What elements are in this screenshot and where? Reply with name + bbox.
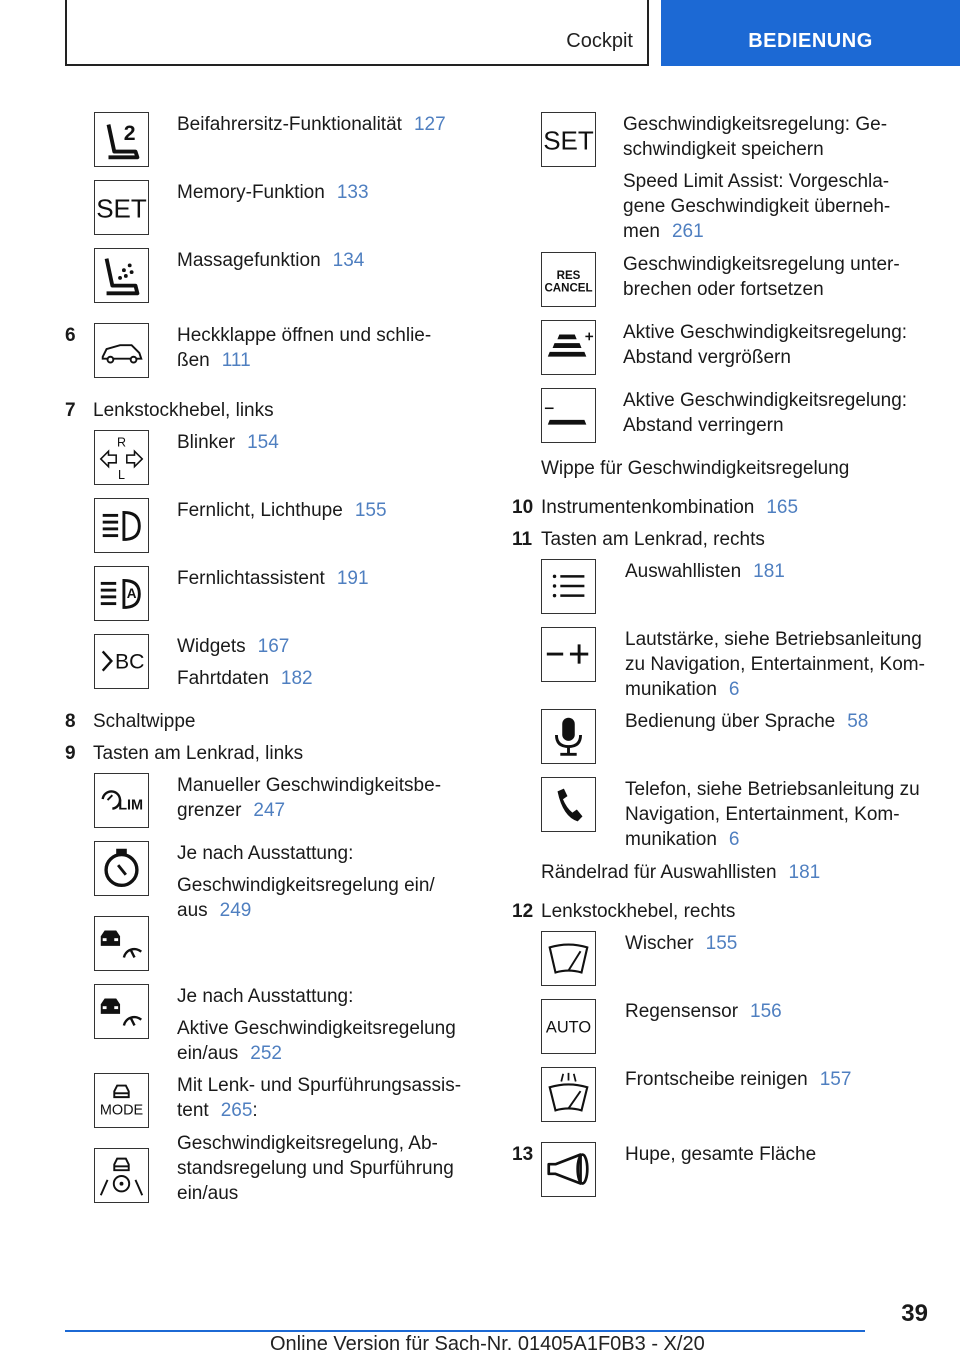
tailgate-line1: Heckklappe öffnen und schlie- [177, 325, 432, 346]
massage-icon [94, 248, 149, 303]
sla-line3: men 261 [623, 221, 704, 242]
res-line1: Geschwindigkeitsregelung unter- [623, 254, 900, 275]
buttons-right-heading: Tasten am Lenkrad, rechts [541, 529, 765, 550]
wiper-icon [541, 931, 596, 986]
item-number: 13 [512, 1144, 534, 1165]
distance-minus-icon [541, 388, 596, 443]
page-link[interactable]: 182 [280, 668, 313, 689]
acc-equipment-note: Je nach Ausstattung: [177, 986, 354, 1007]
page-link[interactable]: 165 [766, 497, 799, 518]
distance-minus-line2: Abstand verringern [623, 415, 784, 436]
high-beam-assist-entry: Fernlichtassistent 191 [177, 568, 369, 589]
page-number: 39 [901, 1300, 928, 1327]
cruise-equipment-note: Je nach Ausstattung: [177, 843, 354, 864]
svg-text:RES: RES [556, 270, 581, 283]
rain-sensor-icon [541, 999, 596, 1054]
page-link[interactable]: 154 [247, 432, 279, 453]
trip-data-entry: Fahrtdaten 182 [177, 668, 313, 689]
high-beam-icon [94, 498, 149, 553]
distance-minus-line1: Aktive Geschwindigkeitsregelung: [623, 390, 908, 411]
turn-signal-icon [94, 430, 149, 485]
cruise-car-icon [94, 916, 149, 971]
svg-text:MODE: MODE [99, 1102, 144, 1119]
volume-line1: Lautstärke, siehe Betriebsanleitung [625, 629, 922, 650]
phone-icon [541, 777, 596, 832]
washer-entry: Frontscheibe reinigen 157 [625, 1069, 852, 1090]
header-section-title: Cockpit [566, 30, 633, 52]
page-link[interactable]: 134 [332, 250, 365, 271]
horn-icon [541, 1142, 596, 1197]
item-number: 8 [65, 711, 76, 732]
mode-line2: tent 265: [177, 1100, 258, 1121]
page-link[interactable]: 191 [336, 568, 369, 589]
assist-line3: ein/aus [177, 1183, 239, 1204]
svg-text:SET: SET [96, 193, 147, 224]
cluster-entry: Instrumentenkombination 165 [541, 497, 799, 518]
volume-line3: munikation 6 [625, 679, 740, 700]
item-number: 12 [512, 901, 534, 922]
rocker-caption: Wippe für Geschwindigkeitsregelung [541, 458, 850, 479]
buttons-left-heading: Tasten am Lenkrad, links [93, 743, 304, 764]
cruise-control-icon [94, 841, 149, 896]
page-link[interactable]: 58 [847, 711, 869, 732]
svg-text:AUTO: AUTO [545, 1018, 592, 1037]
page-link[interactable]: 247 [253, 800, 286, 821]
page-link[interactable]: 156 [750, 1001, 782, 1022]
item-number: 6 [65, 325, 76, 346]
svg-text:A: A [126, 585, 137, 601]
svg-text:SET: SET [543, 125, 594, 156]
washer-icon [541, 1067, 596, 1122]
header-chapter-tab[interactable] [661, 0, 960, 66]
thumbwheel-entry: Rändelrad für Auswahllisten 181 [541, 862, 821, 883]
horn-entry: Hupe, gesamte Fläche [625, 1144, 817, 1165]
memory-set-icon [94, 180, 149, 235]
footer-version-text: Online Version für Sach-Nr. 01405A1F0B3 - X/20 [270, 1333, 705, 1355]
page-link[interactable]: 157 [819, 1069, 852, 1090]
distance-plus-icon [541, 320, 596, 375]
page-link[interactable]: 167 [257, 636, 290, 657]
sla-line1: Speed Limit Assist: Vorgeschla- [623, 171, 890, 192]
mode-line1: Mit Lenk- und Spurführungsassis- [177, 1075, 462, 1096]
tailgate-icon [94, 323, 149, 378]
shift-paddle-heading: Schaltwippe [93, 711, 196, 732]
phone-line1: Telefon, siehe Betriebsanleitung zu [625, 779, 920, 800]
speed-limiter-line2: grenzer 247 [177, 800, 286, 821]
page-link[interactable]: 111 [221, 350, 251, 371]
svg-text:R: R [116, 435, 127, 450]
passenger-seat-icon [94, 112, 149, 167]
bc-icon [94, 634, 149, 689]
page-link[interactable]: 155 [354, 500, 387, 521]
acc-line1: Aktive Geschwindigkeitsregelung [177, 1018, 456, 1039]
svg-text:CANCEL: CANCEL [544, 282, 593, 295]
svg-text:L: L [118, 468, 125, 483]
acc-line2: ein/aus 252 [177, 1043, 282, 1064]
page-link[interactable]: 127 [413, 114, 446, 135]
page-link[interactable]: 155 [705, 933, 738, 954]
header-chapter-title: BEDIENUNG [748, 30, 873, 52]
item-number: 11 [512, 529, 533, 550]
page-link[interactable]: 265 [220, 1100, 253, 1121]
header-section-box [65, 0, 649, 66]
cruise-line1: Geschwindigkeitsregelung ein/ [177, 875, 435, 896]
voice-entry: Bedienung über Sprache 58 [625, 711, 869, 732]
driving-assistant-icon [94, 1148, 149, 1203]
set-store-line1: Geschwindigkeitsregelung: Ge- [623, 114, 888, 135]
speed-limiter-line1: Manueller Geschwindigkeitsbe- [177, 775, 442, 796]
phone-line2: Navigation, Entertainment, Kom- [625, 804, 900, 825]
svg-text:BC: BC [114, 650, 145, 674]
svg-text:LIM: LIM [118, 797, 144, 814]
distance-plus-line1: Aktive Geschwindigkeitsregelung: [623, 322, 908, 343]
res-cancel-icon [541, 252, 596, 307]
page-link[interactable]: 133 [336, 182, 369, 203]
footer-rule [65, 1330, 865, 1332]
stalk-left-heading: Lenkstockhebel, links [93, 400, 274, 421]
svg-text:2: 2 [123, 121, 136, 145]
sla-line2: gene Geschwindigkeit überneh- [623, 196, 891, 217]
stalk-right-heading: Lenkstockhebel, rechts [541, 901, 736, 922]
high-beam-assist-icon [94, 566, 149, 621]
high-beam-entry: Fernlicht, Lichthupe 155 [177, 500, 387, 521]
page-link[interactable]: 181 [788, 862, 821, 883]
speed-limiter-icon [94, 773, 149, 828]
active-cruise-icon [94, 984, 149, 1039]
page-link[interactable]: 6 [728, 829, 740, 850]
passenger-seat-entry: Beifahrersitz-Funktionalität 127 [177, 114, 446, 135]
page-link[interactable]: 261 [671, 221, 704, 242]
blinker-entry: Blinker 154 [177, 432, 279, 453]
tailgate-line2: ßen 111 [177, 350, 251, 371]
memory-entry: Memory-Funktion 133 [177, 182, 369, 203]
rain-sensor-entry: Regensensor 156 [625, 1001, 782, 1022]
item-number: 9 [65, 743, 76, 764]
volume-minus-plus-icon [541, 627, 596, 682]
volume-line2: zu Navigation, Entertainment, Kom- [625, 654, 925, 675]
cruise-line2: aus 249 [177, 900, 252, 921]
assist-line1: Geschwindigkeitsregelung, Ab- [177, 1133, 438, 1154]
page-link[interactable]: 249 [219, 900, 252, 921]
wiper-entry: Wischer 155 [625, 933, 738, 954]
page-link[interactable]: 6 [728, 679, 740, 700]
lists-entry: Auswahllisten 181 [625, 561, 785, 582]
mode-icon [94, 1073, 149, 1128]
item-number: 7 [65, 400, 76, 421]
microphone-icon [541, 709, 596, 764]
page-link[interactable]: 181 [753, 561, 785, 582]
page-link[interactable]: 252 [250, 1043, 282, 1064]
list-icon [541, 559, 596, 614]
res-line2: brechen oder fortsetzen [623, 279, 824, 300]
massage-entry: Massagefunktion 134 [177, 250, 365, 271]
set-speed-icon [541, 112, 596, 167]
item-number: 10 [512, 497, 534, 518]
set-store-line2: schwindigkeit speichern [623, 139, 824, 160]
distance-plus-line2: Abstand vergrößern [623, 347, 791, 368]
assist-line2: standsregelung und Spurführung [177, 1158, 454, 1179]
phone-line3: munikation 6 [625, 829, 740, 850]
widgets-entry: Widgets 167 [177, 636, 290, 657]
